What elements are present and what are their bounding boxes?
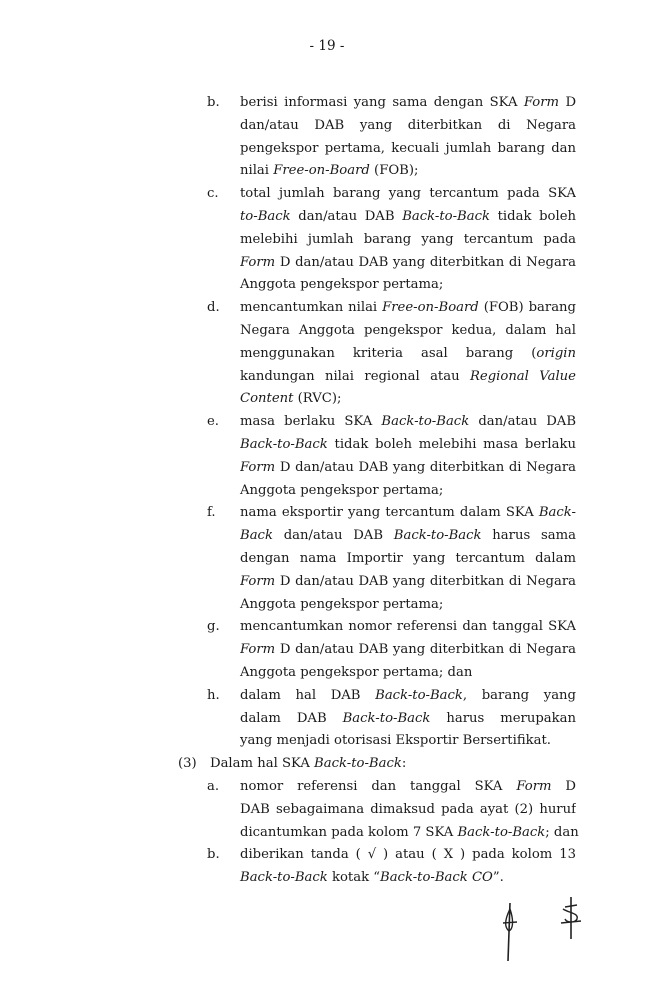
text-segment: dengan nama Importir yang tercantum dalam <box>240 550 576 566</box>
text-segment: yang menjadi otorisasi Eksportir Bersertifikat. <box>240 733 551 749</box>
text-line <box>0 115 654 138</box>
text-segment: masa berlaku SKA <box>240 414 382 430</box>
list-marker: d. <box>207 300 220 316</box>
text-segment: D dan/atau DAB yang diterbitkan di Negara <box>275 573 576 589</box>
text-segment: dalam hal DAB <box>240 687 376 703</box>
list-marker: c. <box>207 186 219 202</box>
italic-term: Back-to-Back <box>393 528 482 544</box>
text-line <box>0 183 654 206</box>
text-line <box>0 160 654 183</box>
text-line <box>0 822 654 845</box>
text-segment: D <box>565 778 576 794</box>
list-marker: (3) <box>178 756 197 772</box>
text-segment: D <box>559 95 576 110</box>
list-item <box>0 753 654 776</box>
list-marker: h. <box>207 687 220 703</box>
text-segment: melebihi jumlah barang yang tercantum pada <box>240 231 576 247</box>
line-text <box>240 206 576 229</box>
line-text <box>240 138 576 161</box>
line-text <box>240 434 576 457</box>
text-segment: mencantumkan nomor referensi dan tanggal SKA <box>240 619 576 635</box>
text-line <box>0 616 654 639</box>
italic-term: Back-to-Back CO <box>380 870 493 886</box>
line-text <box>240 822 579 845</box>
italic-term: Form <box>240 459 276 475</box>
text-segment: (RVC); <box>293 391 342 407</box>
line-text <box>240 548 576 571</box>
list-item <box>0 616 654 684</box>
line-text <box>240 411 576 434</box>
line-text <box>210 753 575 776</box>
line-text <box>240 320 576 343</box>
italic-term: to-Back <box>240 208 291 224</box>
italic-term: Free-on-Board <box>273 163 370 179</box>
line-text <box>240 480 576 503</box>
text-segment: total jumlah barang yang tercantum pada SKA <box>240 186 576 202</box>
text-segment: DAB sebagaimana dimaksud pada ayat (2) huruf <box>240 801 576 817</box>
italic-term: Form <box>523 95 560 110</box>
text-line <box>0 274 654 297</box>
italic-term: Back <box>240 528 273 544</box>
line-text <box>240 92 576 115</box>
page-number: - 19 - <box>309 38 345 54</box>
list-item <box>0 685 654 753</box>
text-segment: pengekspor pertama, kecuali jumlah barang dan <box>240 140 576 156</box>
line-text <box>240 343 576 366</box>
italic-term: Form <box>240 573 276 589</box>
text-line <box>0 480 654 503</box>
list-marker: g. <box>207 619 220 635</box>
text-line <box>0 434 654 457</box>
italic-term: Back-to-Back <box>342 710 431 726</box>
text-line <box>0 776 654 799</box>
text-line <box>0 525 654 548</box>
italic-term: Back-to-Back <box>457 824 546 840</box>
text-segment: D dan/atau DAB yang diterbitkan di Negara <box>275 459 576 475</box>
text-line <box>0 366 654 389</box>
text-line <box>0 92 654 115</box>
list-item <box>0 411 654 502</box>
text-line <box>0 639 654 662</box>
text-segment: kandungan nilai regional atau <box>240 368 470 384</box>
text-segment: Anggota pengekspor pertama; <box>240 277 444 293</box>
text-segment: kotak “ <box>327 870 380 886</box>
list-item <box>0 844 654 890</box>
text-segment: dan/atau DAB <box>290 208 403 224</box>
text-line <box>0 730 654 753</box>
line-text <box>240 366 576 389</box>
list-marker: a. <box>207 778 220 794</box>
text-line <box>0 457 654 480</box>
list-item <box>0 92 654 183</box>
text-line <box>0 229 654 252</box>
list-item <box>0 776 654 844</box>
text-line <box>0 708 654 731</box>
italic-term: Form <box>240 254 276 270</box>
line-text <box>240 867 576 890</box>
text-segment: , barang yang <box>462 687 576 703</box>
line-text <box>240 730 576 753</box>
text-line <box>0 388 654 411</box>
text-segment: dan/atau DAB <box>469 414 576 430</box>
italic-term: Back-to-Back <box>240 436 328 452</box>
text-line <box>0 252 654 275</box>
italic-term: Back-to-Back <box>381 414 470 430</box>
list-marker: e. <box>207 414 219 430</box>
text-segment: (FOB) barang <box>483 300 576 316</box>
line-text <box>240 252 576 275</box>
text-segment: dalam DAB <box>240 710 343 726</box>
text-line <box>0 502 654 525</box>
line-text <box>240 616 576 639</box>
signature-initials <box>495 895 605 965</box>
line-text <box>240 183 576 206</box>
text-segment: berisi informasi yang sama dengan SKA <box>240 95 524 110</box>
italic-term: Back-to-Back <box>314 756 402 772</box>
text-segment: diberikan tanda ( √ ) atau ( X ) pada kolom 13 <box>240 847 576 863</box>
text-segment: dicantumkan pada kolom 7 SKA <box>240 824 458 840</box>
text-segment: tidak boleh melebihi masa berlaku <box>334 436 576 452</box>
text-line <box>0 753 654 776</box>
line-text <box>240 776 576 799</box>
line-text <box>240 457 576 480</box>
text-segment: Anggota pengekspor pertama; <box>240 482 444 498</box>
line-text <box>240 274 576 297</box>
text-segment: Anggota pengekspor pertama; dan <box>240 664 473 680</box>
line-text <box>240 685 576 708</box>
text-line <box>0 799 654 822</box>
text-segment: harus sama <box>481 528 576 544</box>
text-segment: dan/atau DAB yang diterbitkan di Negara <box>240 117 576 133</box>
list-item <box>0 297 654 411</box>
line-text <box>240 844 576 867</box>
text-segment: Negara Anggota pengekspor kedua, dalam hal <box>240 322 576 338</box>
text-line <box>0 411 654 434</box>
text-line <box>0 206 654 229</box>
text-segment: (FOB); <box>369 163 419 179</box>
line-text <box>240 502 576 525</box>
text-segment: Dalam hal SKA <box>210 756 315 772</box>
text-line <box>0 138 654 161</box>
text-segment: D dan/atau DAB yang diterbitkan di Negara <box>275 642 576 658</box>
text-segment: dan/atau DAB <box>272 528 394 544</box>
text-line <box>0 571 654 594</box>
line-text <box>240 639 576 662</box>
italic-term: Free-on-Board <box>382 300 479 316</box>
italic-term: Back-to-Back <box>375 687 463 703</box>
text-line <box>0 844 654 867</box>
italic-term: Back- <box>538 505 576 521</box>
line-text <box>240 160 576 183</box>
text-line <box>0 548 654 571</box>
line-text <box>240 525 576 548</box>
italic-term: origin <box>536 345 576 361</box>
line-text <box>240 571 576 594</box>
line-text <box>240 388 576 411</box>
text-segment: ; dan <box>545 824 579 840</box>
text-line <box>0 320 654 343</box>
list-item <box>0 183 654 297</box>
text-segment: : <box>401 756 407 772</box>
list-marker: b. <box>207 95 220 110</box>
line-text <box>240 297 576 320</box>
italic-term: Form <box>240 642 276 658</box>
list-item <box>0 502 654 616</box>
line-text <box>240 662 576 685</box>
list-marker: b. <box>207 847 220 863</box>
list-marker: f. <box>207 505 216 521</box>
line-text <box>240 594 576 617</box>
italic-term: Content <box>240 391 294 407</box>
text-segment: harus merupakan <box>446 710 576 726</box>
text-line <box>0 343 654 366</box>
text-segment: Anggota pengekspor pertama; <box>240 596 444 612</box>
italic-term: Back-to-Back <box>402 208 490 224</box>
italic-term: Regional Value <box>469 368 576 384</box>
text-segment: menggunakan kriteria asal barang ( <box>240 345 537 361</box>
italic-term: Back-to-Back <box>240 870 328 886</box>
text-line <box>0 297 654 320</box>
text-line <box>0 662 654 685</box>
line-text <box>240 115 576 138</box>
text-segment: D dan/atau DAB yang diterbitkan di Negara <box>275 254 576 270</box>
text-segment: nilai <box>240 163 274 179</box>
document-body <box>0 92 654 890</box>
line-text <box>240 799 576 822</box>
text-line <box>0 685 654 708</box>
italic-term: Form <box>516 778 552 794</box>
line-text <box>240 229 576 252</box>
text-segment: nomor referensi dan tanggal SKA <box>240 778 517 794</box>
text-line <box>0 867 654 890</box>
text-line <box>0 594 654 617</box>
line-text <box>240 708 576 731</box>
text-segment: nama eksportir yang tercantum dalam SKA <box>240 505 539 521</box>
text-segment: tidak boleh <box>489 208 576 224</box>
text-segment: ”. <box>492 870 504 886</box>
text-segment: mencantumkan nilai <box>240 300 383 316</box>
